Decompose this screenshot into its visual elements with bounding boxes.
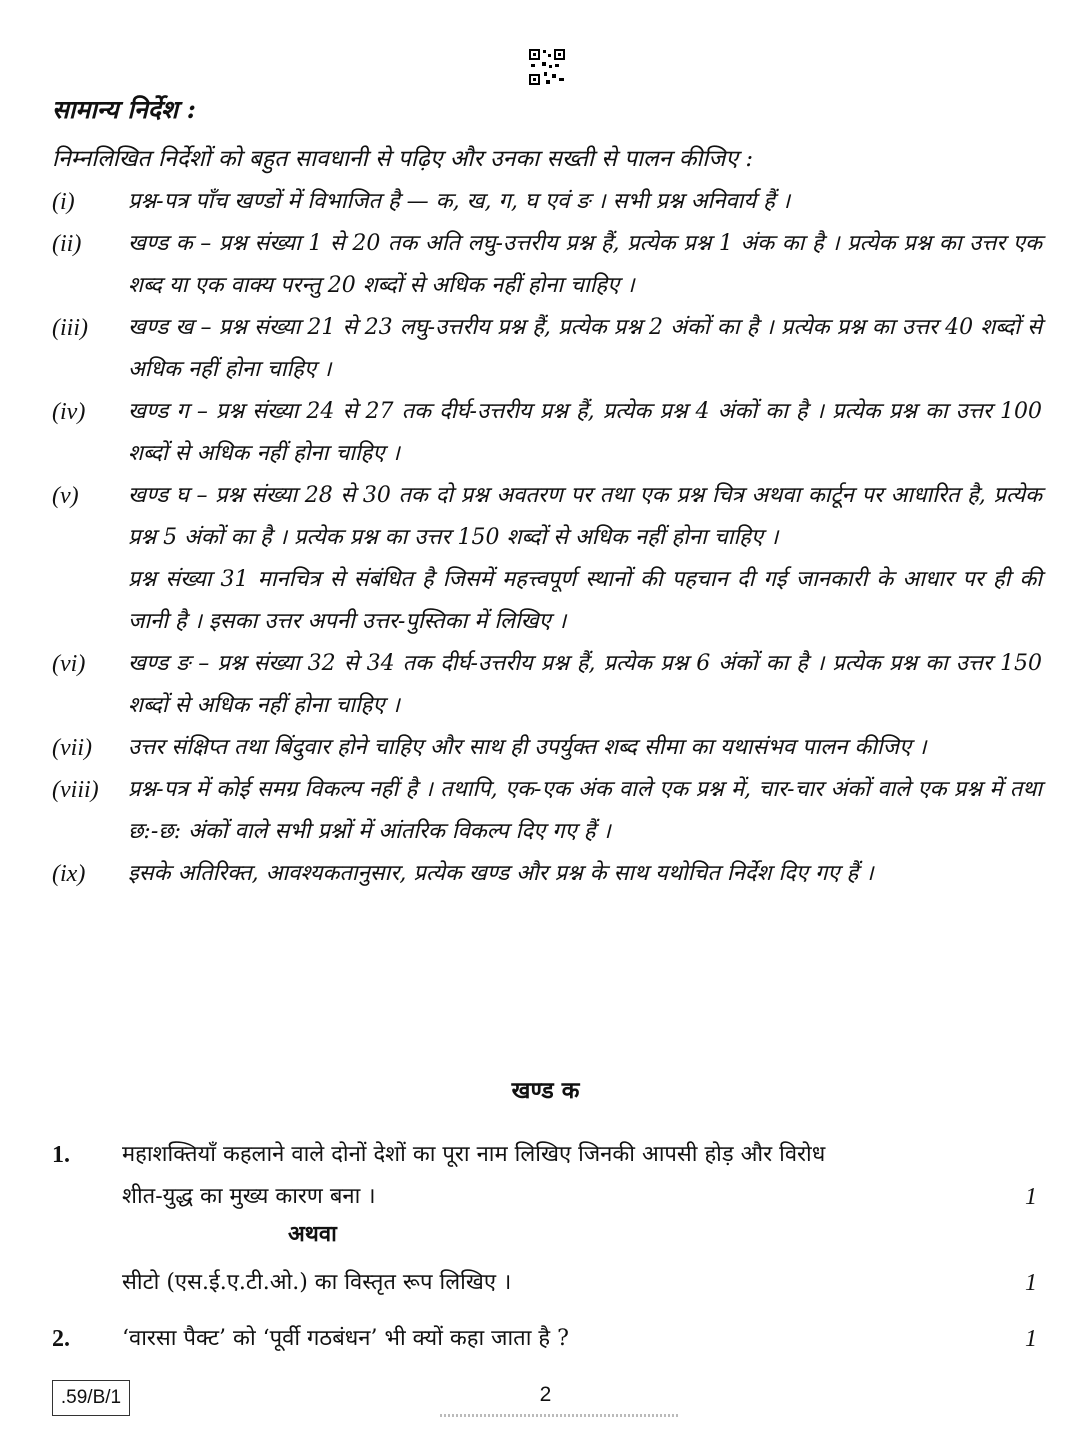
question-marks: 1 bbox=[1025, 1270, 1037, 1296]
instruction-number: (ii) bbox=[52, 231, 82, 257]
instruction-text: उत्तर संक्षिप्त तथा बिंदुवार होने चाहिए और साथ ही उपर्युक्त शब्द सीमा का यथासंभव पालन कीजिए । bbox=[128, 735, 927, 760]
question-2 bbox=[52, 1318, 1037, 1360]
instruction-number: (v) bbox=[52, 483, 79, 509]
question-number: 2. bbox=[52, 1326, 70, 1352]
instruction-text: खण्ड क – प्रश्न संख्या 1 से 20 तक अति लघु-उत्तरीय प्रश्न हैं, प्रत्येक प्रश्न 1 अंक का है । प्रत्येक प्रश्न का उत्तर एक शब्द या एक वाक्य परन्तु 20 शब्दों से अधिक नहीं होना चाहिए । bbox=[128, 231, 1042, 298]
question-text-line1: महाशक्तियाँ कहलाने वाले दोनों देशों का पूरा नाम लिखिए जिनकी आपसी होड़ और विरोध bbox=[122, 1142, 826, 1167]
list-item bbox=[52, 307, 1042, 391]
general-instructions-heading: सामान्य निर्देश : bbox=[52, 95, 196, 124]
list-item bbox=[52, 643, 1042, 727]
instruction-text: प्रश्न संख्या 31 मानचित्र से संबंधित है जिसमें महत्त्वपूर्ण स्थानों की पहचान दी गई जानकारी के आधार पर ही की जानी है । इसका उत्तर अपनी उत्तर-पुस्तिका में लिखिए । bbox=[128, 567, 1042, 634]
list-item bbox=[52, 391, 1042, 475]
instruction-text: प्रश्न-पत्र पाँच खण्डों में विभाजित है — क, ख, ग, घ एवं ङ । सभी प्रश्न अनिवार्य हैं । bbox=[128, 189, 791, 214]
paper-code-box: .59/B/1 bbox=[52, 1380, 130, 1416]
instructions-list bbox=[52, 181, 1042, 895]
section-title: खण्ड क bbox=[511, 1077, 580, 1104]
instruction-number: (vii) bbox=[52, 735, 92, 761]
instruction-number bbox=[52, 559, 128, 643]
question-marks: 1 bbox=[1025, 1184, 1037, 1210]
instructions-intro: निम्नलिखित निर्देशों को बहुत सावधानी से पढ़िए और उनका सख्ती से पालन कीजिए : bbox=[52, 146, 754, 172]
list-item bbox=[52, 223, 1042, 307]
question-1 bbox=[52, 1134, 1037, 1218]
instruction-number: (iii) bbox=[52, 315, 88, 341]
instruction-number: (vi) bbox=[52, 651, 86, 677]
list-item bbox=[52, 559, 1042, 643]
instruction-text: खण्ड ङ – प्रश्न संख्या 32 से 34 तक दीर्घ-उत्तरीय प्रश्न हैं, प्रत्येक प्रश्न 6 अंकों का है । प्रत्येक प्रश्न का उत्तर 150 शब्दों से अधिक नहीं होना चाहिए । bbox=[128, 651, 1042, 718]
question-text: ‘वारसा पैक्ट’ को ‘पूर्वी गठबंधन’ भी क्यों कहा जाता है ? bbox=[122, 1326, 569, 1351]
question-text-line2: शीत-युद्ध का मुख्य कारण बना । bbox=[122, 1184, 376, 1209]
instruction-text: खण्ड घ – प्रश्न संख्या 28 से 30 तक दो प्रश्न अवतरण पर तथा एक प्रश्न चित्र अथवा कार्टून पर आधारित है, प्रत्येक प्रश्न 5 अंकों का है । प्रत्येक प्रश्न का उत्तर 150 शब्दों से अधिक नहीं होना चाहिए । bbox=[128, 483, 1042, 550]
list-item bbox=[52, 181, 1042, 223]
or-label: अथवा bbox=[288, 1221, 337, 1247]
qr-code-icon bbox=[528, 48, 566, 86]
question-marks: 1 bbox=[1025, 1326, 1037, 1352]
instruction-number: (viii) bbox=[52, 777, 99, 803]
list-item bbox=[52, 769, 1042, 853]
question-1-alternative bbox=[52, 1262, 1037, 1304]
list-item bbox=[52, 853, 1042, 895]
instruction-text: खण्ड ग – प्रश्न संख्या 24 से 27 तक दीर्घ-उत्तरीय प्रश्न हैं, प्रत्येक प्रश्न 4 अंकों का है । प्रत्येक प्रश्न का उत्तर 100 शब्दों से अधिक नहीं होना चाहिए । bbox=[128, 399, 1042, 466]
instruction-text: इसके अतिरिक्त, आवश्यकतानुसार, प्रत्येक खण्ड और प्रश्न के साथ यथोचित निर्देश दिए गए हैं । bbox=[128, 861, 874, 886]
question-text: सीटो (एस.ई.ए.टी.ओ.) का विस्तृत रूप लिखिए । bbox=[122, 1270, 512, 1295]
instruction-number: (i) bbox=[52, 189, 75, 215]
question-number: 1. bbox=[52, 1142, 70, 1168]
page-number: 2 bbox=[539, 1383, 552, 1406]
list-item bbox=[52, 475, 1042, 559]
list-item bbox=[52, 727, 1042, 769]
microtext-line bbox=[440, 1414, 680, 1417]
instruction-text: प्रश्न-पत्र में कोई समग्र विकल्प नहीं है । तथापि, एक-एक अंक वाले एक प्रश्न में, चार-चार अंकों वाले एक प्रश्न में तथा छ:-छ: अंकों वाले सभी प्रश्नों में आंतरिक विकल्प दिए गए हैं । bbox=[128, 777, 1042, 844]
instruction-number: (ix) bbox=[52, 861, 86, 887]
instruction-text: खण्ड ख – प्रश्न संख्या 21 से 23 लघु-उत्तरीय प्रश्न हैं, प्रत्येक प्रश्न 2 अंकों का है । प्रत्येक प्रश्न का उत्तर 40 शब्दों से अधिक नहीं होना चाहिए । bbox=[128, 315, 1042, 382]
instruction-number: (iv) bbox=[52, 399, 86, 425]
